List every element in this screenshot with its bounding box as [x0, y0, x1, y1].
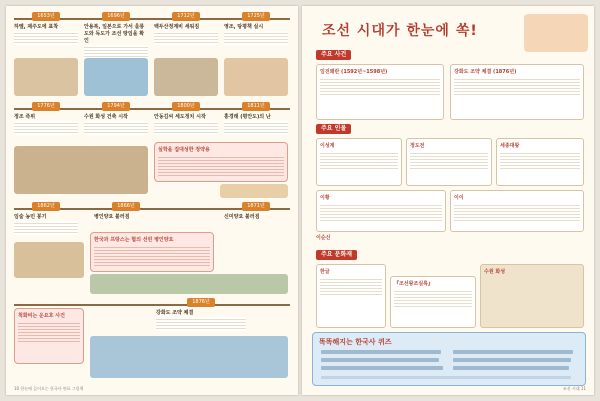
year-tag: 1871년	[242, 202, 270, 211]
info-box-text	[18, 321, 80, 343]
event-description	[224, 121, 288, 135]
timeline-line	[14, 304, 290, 306]
year-tag: 1876년	[187, 298, 215, 307]
person-name: 정도전	[410, 143, 425, 149]
section-label-culture: 주요 문화재	[316, 250, 357, 260]
info-box	[154, 142, 288, 182]
quiz-line	[453, 358, 571, 362]
year-tag: 1653년	[32, 12, 60, 21]
culture-title: 『조선왕조실록』	[394, 281, 433, 287]
page-footer: 조선 시대 11	[562, 386, 586, 391]
event-title: 강화도 조약 체결	[156, 310, 194, 316]
culture-card	[390, 276, 476, 328]
year-tag: 1725년	[242, 12, 270, 21]
left-page	[6, 6, 298, 395]
timeline-event	[14, 202, 78, 235]
year-tag: 1794년	[102, 102, 130, 111]
event-title: 영조, 탕평책 실시	[224, 24, 264, 30]
person-text	[320, 203, 442, 223]
event-description	[224, 31, 288, 45]
event-description	[14, 31, 78, 45]
person-card	[316, 138, 402, 186]
event-title: 수원 화성 건축 시작	[84, 114, 128, 120]
event-title: 임술 농민 봉기	[14, 214, 47, 220]
person-text	[410, 151, 488, 171]
culture-text	[394, 289, 472, 309]
event-title: 안동김씨 세도정치 시작	[154, 114, 206, 120]
page-title: 조선 시대가 한눈에 쏙!	[322, 23, 478, 39]
info-box-text	[158, 155, 284, 177]
timeline-event	[224, 202, 288, 220]
info-box-title: 실학을 집대성한 정약용	[158, 147, 210, 153]
event-description	[156, 317, 246, 331]
event-card	[450, 64, 584, 120]
illustration-tangpyeong	[224, 58, 288, 96]
illustration-jeju	[14, 58, 78, 96]
card-title: 강화도 조약 체결 (1876년)	[454, 69, 517, 75]
year-tag: 1800년	[172, 102, 200, 111]
person-text	[500, 151, 580, 171]
event-title: 병인양요 불러짐	[94, 214, 130, 220]
card-text	[320, 77, 440, 97]
timeline-event	[156, 298, 246, 331]
card-text	[454, 77, 580, 97]
quiz-line	[453, 366, 569, 370]
year-tag: 1696년	[102, 12, 130, 21]
person-name: 이이	[454, 195, 464, 201]
illustration-scholar	[220, 184, 288, 198]
person-card	[316, 190, 446, 232]
section-label-people: 주요 인물	[316, 124, 351, 134]
timeline-event	[224, 12, 288, 45]
quiz-line	[321, 358, 439, 362]
illustration-peasants	[14, 242, 84, 278]
event-description	[14, 221, 78, 235]
year-tag: 1811년	[242, 102, 270, 111]
event-title: 홍경래 (평안도)의 난	[224, 114, 271, 120]
timeline-event	[14, 12, 78, 45]
person-name: 이순신	[316, 235, 331, 241]
quiz-box	[312, 332, 586, 386]
person-name: 이황	[320, 195, 330, 201]
quiz-answer-line	[321, 376, 571, 379]
person-text	[454, 203, 580, 223]
person-card	[406, 138, 492, 186]
illustration-hwaseong	[14, 146, 148, 194]
info-box	[90, 232, 214, 272]
year-tag: 1866년	[112, 202, 140, 211]
info-box-text	[94, 245, 210, 267]
person-card	[450, 190, 584, 232]
person-card	[316, 234, 584, 246]
quiz-line	[321, 350, 441, 354]
person-name: 세종대왕	[500, 143, 520, 149]
event-description	[84, 121, 148, 135]
info-box	[14, 308, 84, 364]
event-title: 신미양요 불러짐	[224, 214, 260, 220]
culture-card	[316, 264, 386, 328]
year-tag: 1712년	[172, 12, 200, 21]
culture-title: 수원 화성	[484, 269, 506, 275]
timeline-event	[224, 102, 288, 135]
card-title: 임진왜란 (1592년~1598년)	[320, 69, 388, 75]
event-description	[14, 121, 78, 135]
timeline-event	[94, 202, 158, 220]
year-tag: 1862년	[32, 202, 60, 211]
timeline-event	[14, 102, 78, 135]
event-description	[154, 121, 218, 135]
right-page	[302, 6, 594, 395]
king-illustration	[524, 14, 588, 52]
event-description	[154, 31, 218, 45]
event-title: 하멜, 제주도에 표착	[14, 24, 59, 30]
quiz-line	[321, 366, 443, 370]
event-title: 안용복, 일본으로 가서 울릉도와 독도가 조선 땅임을 확인	[84, 24, 145, 44]
page-footer: 10 한눈에 들어오는 한국사 연표 그림책	[14, 386, 84, 391]
event-title: 백두산정계비 세워짐	[154, 24, 200, 30]
section-label-events: 주요 사건	[316, 50, 351, 60]
illustration-battle	[90, 274, 288, 294]
timeline-event	[154, 102, 218, 135]
timeline-event	[154, 12, 218, 45]
illustration-ships	[90, 336, 288, 378]
quiz-line	[453, 350, 573, 354]
timeline-event	[84, 102, 148, 135]
event-title: 정조 즉위	[14, 114, 36, 120]
timeline-event	[84, 12, 148, 59]
culture-card	[480, 264, 584, 328]
person-name: 이성계	[320, 143, 335, 149]
info-box-title: 척화비는 운요호 사건	[18, 313, 65, 319]
person-text	[320, 151, 398, 171]
culture-text	[320, 277, 382, 297]
info-box-title: 한국과 프랑스는 협의 선린 병인양요	[94, 237, 174, 243]
event-card	[316, 64, 444, 120]
person-card	[496, 138, 584, 186]
culture-title: 한글	[320, 269, 330, 275]
event-description	[84, 45, 148, 59]
illustration-ulleungdo	[84, 58, 148, 96]
year-tag: 1776년	[32, 102, 60, 111]
quiz-title: 똑똑해지는 한국사 퀴즈	[319, 338, 392, 346]
illustration-monument	[154, 58, 218, 96]
